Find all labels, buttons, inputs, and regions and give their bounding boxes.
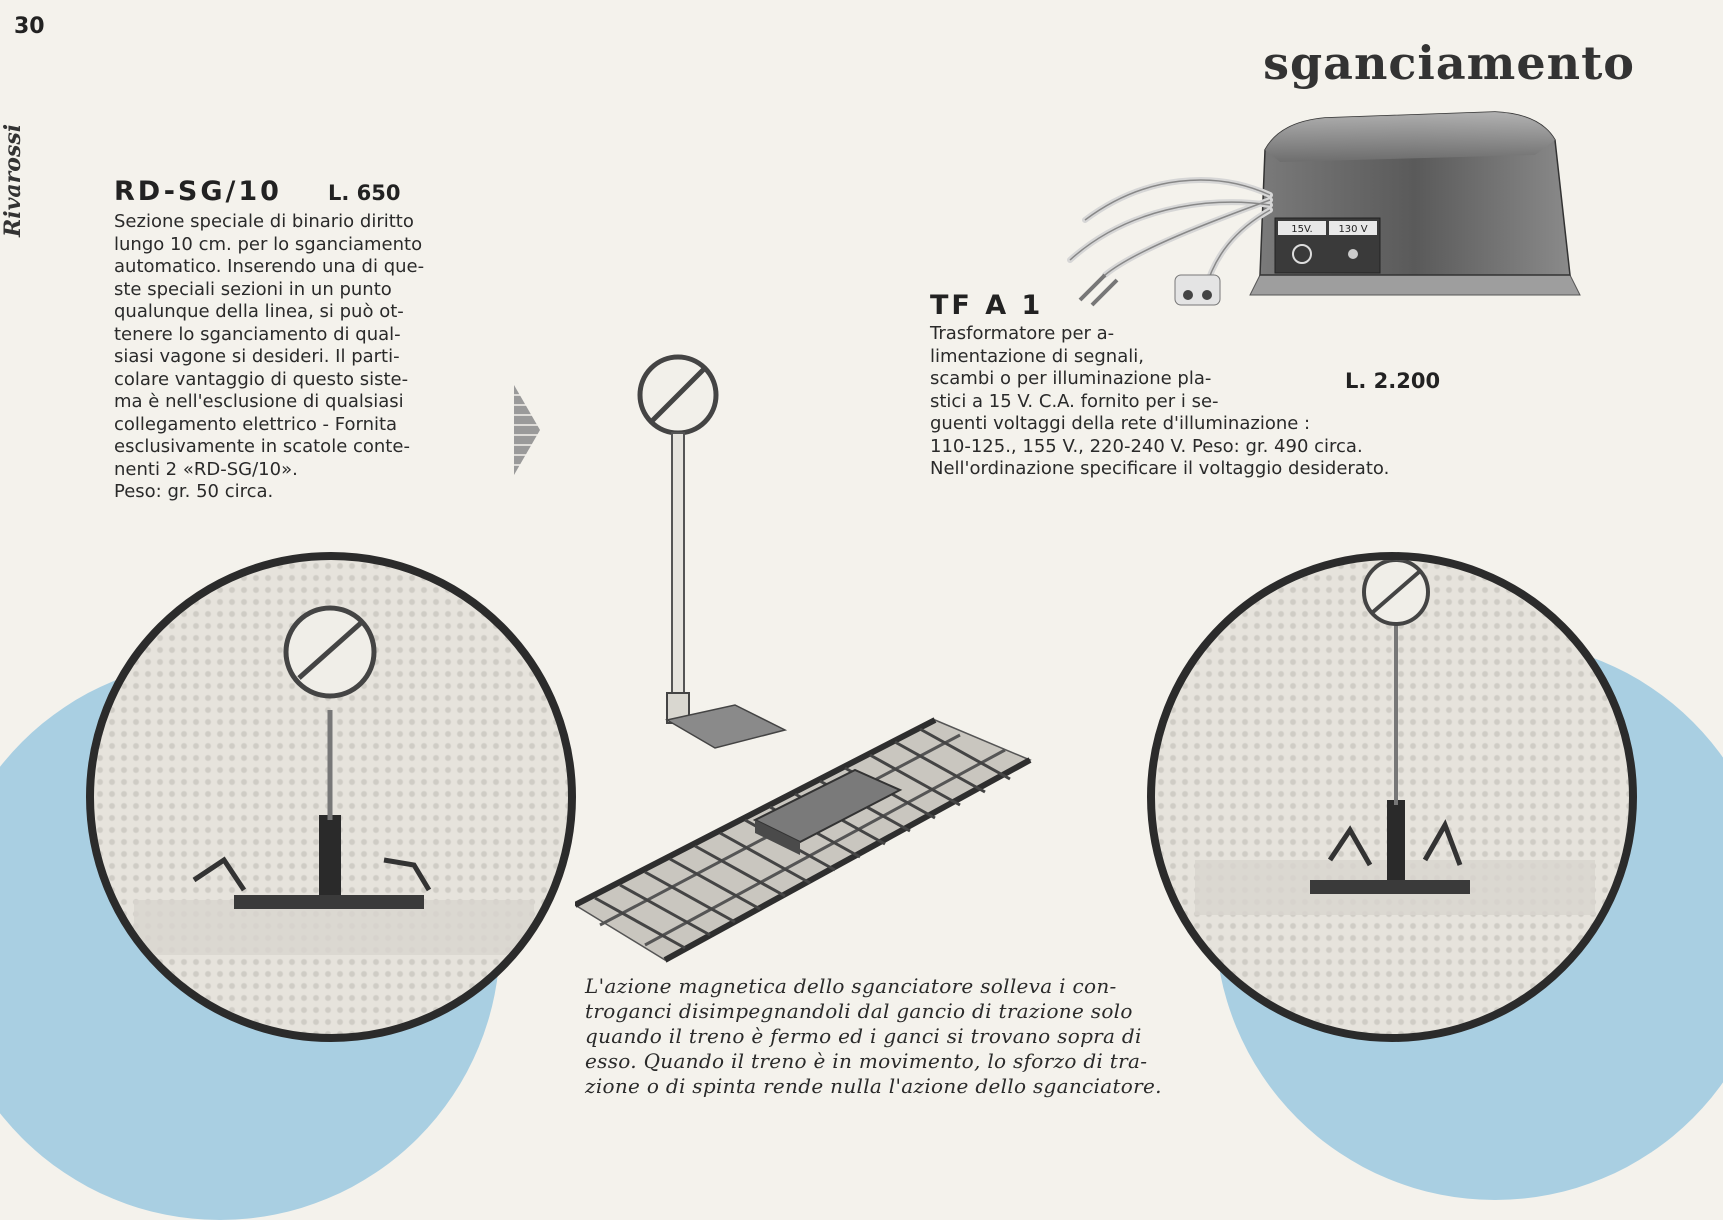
- rdsg-line: siasi vagone si desideri. Il parti-: [114, 346, 400, 367]
- caption-line: L'azione magnetica dello sganciatore solleva i con-: [585, 974, 1117, 998]
- tfa-line: Trasformatore per a-: [930, 323, 1115, 344]
- rdsg-line: automatico. Inserendo una di que-: [114, 256, 425, 277]
- tfa-line: stici a 15 V. C.A. fornito per i se-: [930, 390, 1219, 412]
- brand-logo: Rivarossi: [0, 123, 26, 237]
- rdsg-line: nenti 2 «RD-SG/10».: [114, 458, 298, 480]
- arrow-marker-icon: [512, 385, 542, 475]
- uncoupler-photo-left: [86, 552, 576, 1042]
- rdsg-line: ma è nell'esclusione di qualsiasi: [114, 391, 404, 412]
- tfa-product-code: TF A 1: [930, 290, 1044, 321]
- caption-line: esso. Quando il treno è in movimento, lo sforzo di tra-: [585, 1049, 1148, 1073]
- rdsg-line: Peso: gr. 50 circa.: [114, 481, 274, 502]
- rdsg-line: esclusivamente in scatole conte-: [114, 436, 410, 457]
- rdsg-line: colare vantaggio di questo siste-: [114, 368, 409, 390]
- caption-line: zione o di spinta rende nulla l'azione dello sganciatore.: [585, 1074, 1162, 1098]
- tfa-line: guenti voltaggi della rete d'illuminazione :: [930, 413, 1311, 434]
- caption-line: troganci disimpegnandoli dal gancio di trazione solo: [585, 999, 1133, 1023]
- rdsg-line: qualunque della linea, si può ot-: [114, 301, 404, 322]
- caption-line: quando il treno è fermo ed i ganci si trovano sopra di: [585, 1024, 1142, 1048]
- transformer-label-right: 130 V: [1338, 224, 1368, 235]
- rdsg-description: [114, 211, 490, 504]
- caption: [585, 974, 1175, 1099]
- tfa-line: Nell'ordinazione specificare il voltaggio desiderato.: [930, 458, 1390, 479]
- rdsg-line: ste speciali sezioni in un punto: [114, 278, 392, 300]
- transformer-image: [1065, 100, 1585, 330]
- rdsg-line: Sezione speciale di binario diritto: [114, 211, 414, 232]
- transformer-label-left: 15V.: [1291, 224, 1313, 235]
- uncoupler-photo-right: [1147, 552, 1637, 1042]
- rdsg-line: collegamento elettrico - Fornita: [114, 413, 398, 435]
- tfa-price: L. 2.200: [1345, 369, 1441, 393]
- page-number: 30: [14, 14, 45, 39]
- rdsg-product-code: RD-SG/10: [114, 176, 282, 207]
- uncoupler-track-image: [575, 350, 1045, 980]
- rdsg-line: lungo 10 cm. per lo sganciamento: [114, 233, 423, 255]
- rdsg-price: L. 650: [328, 181, 401, 205]
- tfa-line: scambi o per illuminazione pla-: [930, 368, 1212, 389]
- rdsg-line: tenere lo sganciamento di qual-: [114, 323, 401, 345]
- section-title: sganciamento: [1263, 36, 1635, 90]
- tfa-line: 110-125., 155 V., 220-240 V. Peso: gr. 490 circa.: [930, 435, 1363, 457]
- tfa-line: limentazione di segnali,: [930, 345, 1144, 367]
